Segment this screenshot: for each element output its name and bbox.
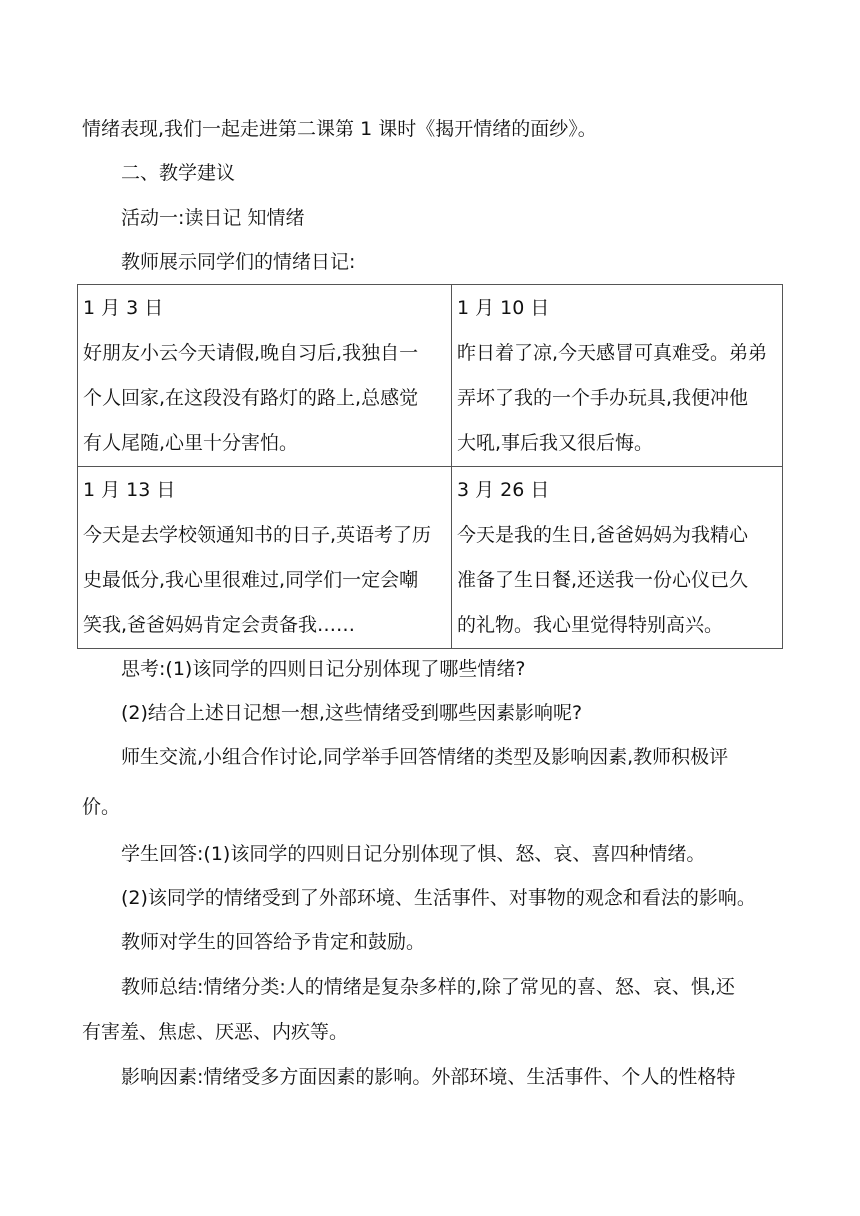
diary-cell [452,467,783,649]
diary-cell [452,285,783,467]
paragraph-answer-1: 学生回答:(1)该同学的四则日记分别体现了惧、怒、哀、喜四种情绪。 [121,843,706,865]
table-intro: 教师展示同学们的情绪日记: [121,251,356,273]
diary-text: 今天是我的生日,爸爸妈妈为我精心 准备了生日餐,还送我一份心仪已久 的礼物。我心里觉得特别高兴。 [457,524,749,636]
section-heading: 二、教学建议 [121,162,236,184]
diary-cell [78,467,452,649]
diary-text: 昨日着了凉,今天感冒可真难受。弟弟 弄坏了我的一个手办玩具,我便冲他 大吼,事后我又很后悔。 [457,342,768,454]
paragraph-intro: 情绪表现,我们一起走进第二课第 1 课时《揭开情绪的面纱》。 [82,118,597,140]
diary-date: 1 月 13 日 [83,479,176,501]
diary-cell [78,285,452,467]
paragraph-summary-cont: 有害羞、焦虑、厌恶、内疚等。 [82,1021,349,1043]
diary-date: 1 月 10 日 [457,297,550,319]
table-row [78,467,783,649]
table-row [78,285,783,467]
paragraph-summary: 教师总结:情绪分类:人的情绪是复杂多样的,除了常见的喜、怒、哀、惧,还 [121,976,735,998]
diary-text: 今天是去学校领通知书的日子,英语考了历 史最低分,我心里很难过,同学们一定会嘲 笑我,爸爸妈妈肯定会责备我…… [83,524,432,636]
paragraph-think-1: 思考:(1)该同学的四则日记分别体现了哪些情绪? [121,658,526,680]
diary-date: 3 月 26 日 [457,479,550,501]
paragraph-discussion: 师生交流,小组合作讨论,同学举手回答情绪的类型及影响因素,教师积极评 [121,746,729,768]
paragraph-think-2: (2)结合上述日记想一想,这些情绪受到哪些因素影响呢? [121,702,583,724]
diary-text: 好朋友小云今天请假,晚自习后,我独自一 个人回家,在这段没有路灯的路上,总感觉 有人尾随,心里十分害怕。 [83,342,419,454]
paragraph-discussion-cont: 价。 [82,796,121,818]
paragraph-factors: 影响因素:情绪受多方面因素的影响。外部环境、生活事件、个人的性格特 [121,1066,736,1088]
activity-title: 活动一:读日记 知情绪 [121,207,305,229]
paragraph-answer-2: (2)该同学的情绪受到了外部环境、生活事件、对事物的观念和看法的影响。 [121,887,756,909]
diary-date: 1 月 3 日 [83,297,164,319]
diary-table [77,284,783,649]
paragraph-encourage: 教师对学生的回答给予肯定和鼓励。 [121,931,426,953]
